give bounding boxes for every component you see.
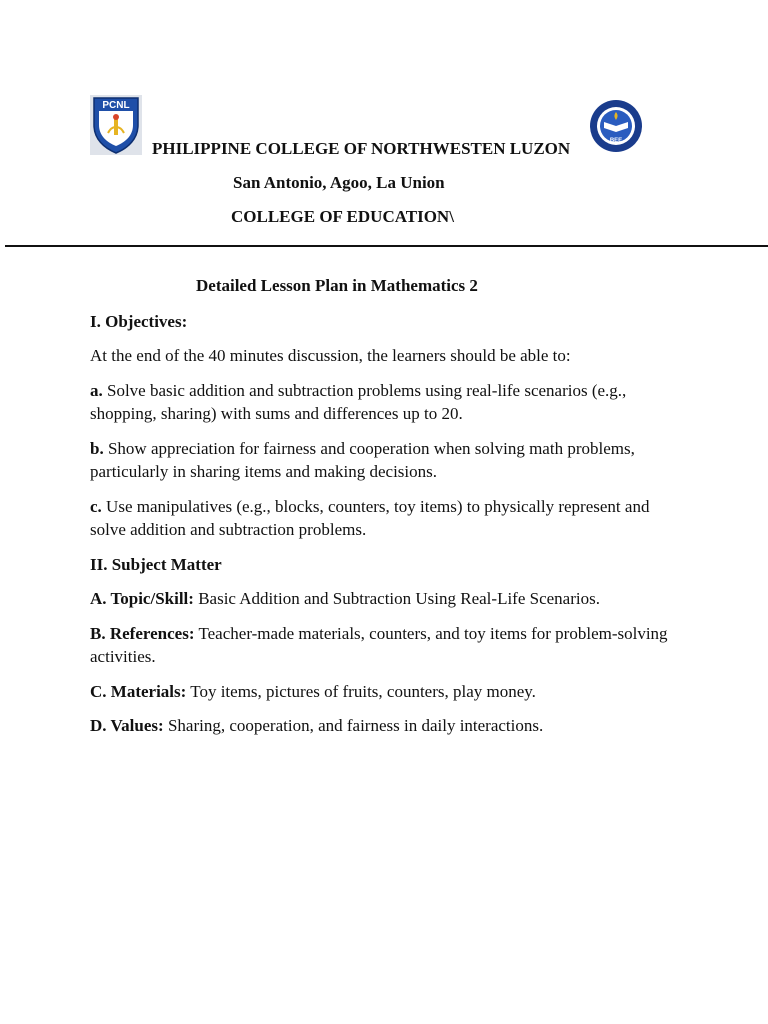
education-seal-text: BEE — [609, 138, 623, 144]
subject-matter-text: Basic Addition and Subtraction Using Real-Life Scenarios. — [198, 589, 600, 608]
subject-matter-label: D. Values: — [90, 716, 164, 735]
college-address: San Antonio, Agoo, La Union — [233, 173, 445, 192]
pcnl-logo — [90, 95, 142, 155]
header-divider — [5, 245, 768, 247]
objective-text: Show appreciation for fairness and cooperation when solving math problems, particularly in sharing items and making decisions. — [90, 439, 635, 481]
objective-item — [90, 437, 685, 483]
lesson-title: Detailed Lesson Plan in Mathematics 2 — [196, 276, 478, 295]
education-seal-logo — [589, 98, 643, 154]
subject-matter-text: Teacher-made materials, counters, and toy items for problem-solving activities. — [90, 624, 668, 666]
objective-item — [90, 495, 685, 541]
pcnl-logo-text: PCNL — [102, 100, 130, 111]
subject-matter-item — [90, 714, 685, 737]
education-seal-logo-icon — [589, 98, 643, 154]
subject-matter-heading: II. Subject Matter — [90, 555, 222, 574]
objective-text: Use manipulatives (e.g., blocks, counters, toy items) to physically represent and solve addition and subtraction problems. — [90, 497, 650, 539]
objective-label: b. — [90, 439, 104, 458]
objective-label: a. — [90, 381, 103, 400]
college-name: PHILIPPINE COLLEGE OF NORTHWESTEN LUZON — [152, 139, 571, 158]
subject-matter-label: A. Topic/Skill: — [90, 589, 194, 608]
objective-text: Solve basic addition and subtraction problems using real-life scenarios (e.g., shopping, sharing) with sums and differences up to 20. — [90, 381, 627, 423]
pcnl-shield-logo-icon — [90, 95, 142, 155]
department-name: COLLEGE OF EDUCATION\ — [231, 207, 454, 226]
subject-matter-text: Sharing, cooperation, and fairness in daily interactions. — [167, 716, 544, 735]
subject-matter-item — [90, 680, 685, 703]
subject-matter-text: Toy items, pictures of fruits, counters, play money. — [190, 682, 536, 701]
objective-item — [90, 379, 685, 425]
subject-matter-label: C. Materials: — [90, 682, 187, 701]
objectives-heading: I. Objectives: — [90, 312, 188, 331]
subject-matter-item — [90, 622, 685, 668]
objectives-intro: At the end of the 40 minutes discussion, the learners should be able to: — [90, 346, 571, 365]
objective-label: c. — [90, 497, 102, 516]
subject-matter-item — [90, 587, 685, 610]
subject-matter-label: B. References: — [90, 624, 195, 643]
